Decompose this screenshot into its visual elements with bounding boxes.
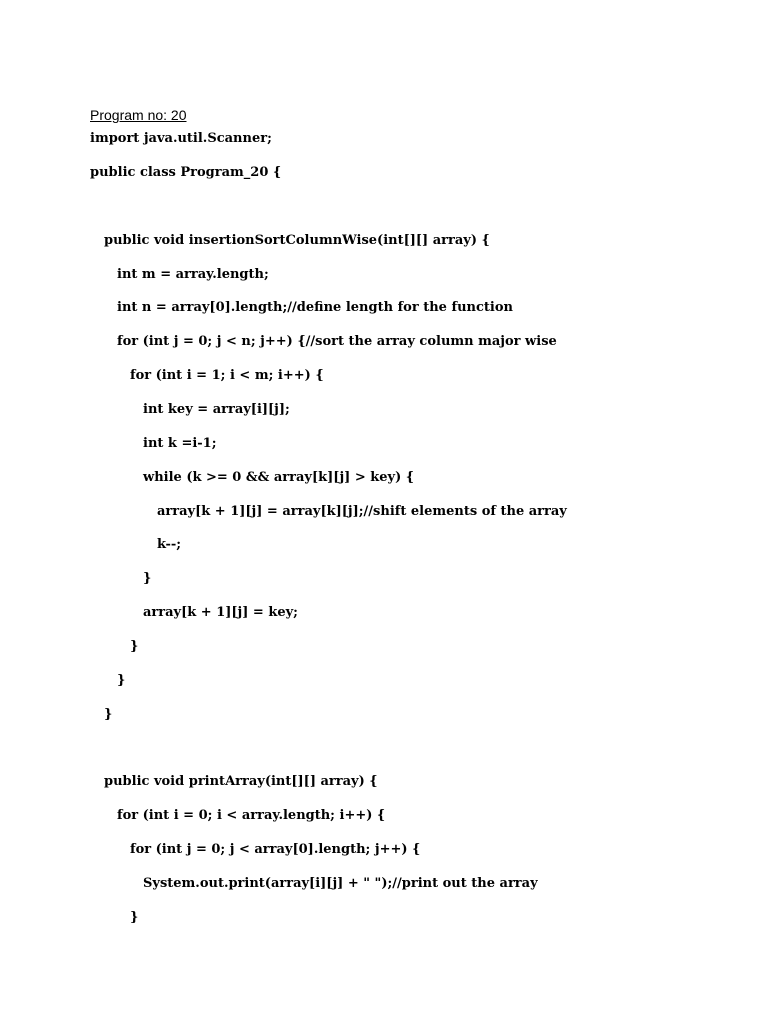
code-line: for (int i = 1; i < m; i++) { (130, 368, 324, 383)
program-heading: Program no: 20 (90, 107, 187, 123)
code-line: int m = array.length; (117, 267, 269, 282)
code-line: for (int j = 0; j < array[0].length; j++) { (130, 842, 421, 857)
code-line: k--; (157, 537, 182, 552)
code-line: public void printArray(int[][] array) { (104, 774, 378, 789)
code-line: array[k + 1][j] = key; (143, 605, 298, 620)
code-line: } (130, 910, 139, 925)
code-line: } (130, 639, 139, 654)
code-line: int k =i-1; (143, 436, 217, 451)
code-line: int n = array[0].length;//define length for the function (117, 300, 513, 315)
code-line: } (143, 571, 152, 586)
code-line: while (k >= 0 && array[k][j] > key) { (143, 470, 415, 485)
code-line: System.out.print(array[i][j] + " ");//print out the array (143, 876, 538, 891)
code-line: } (117, 673, 126, 688)
code-line: for (int i = 0; i < array.length; i++) { (117, 808, 386, 823)
code-line: import java.util.Scanner; (90, 131, 272, 146)
code-line: } (104, 707, 113, 722)
code-line: public class Program_20 { (90, 165, 282, 180)
code-line: public void insertionSortColumnWise(int[][] array) { (104, 233, 490, 248)
code-line: int key = array[i][j]; (143, 402, 290, 417)
code-line: array[k + 1][j] = array[k][j];//shift elements of the array (157, 504, 567, 519)
code-line: for (int j = 0; j < n; j++) {//sort the array column major wise (117, 334, 557, 349)
